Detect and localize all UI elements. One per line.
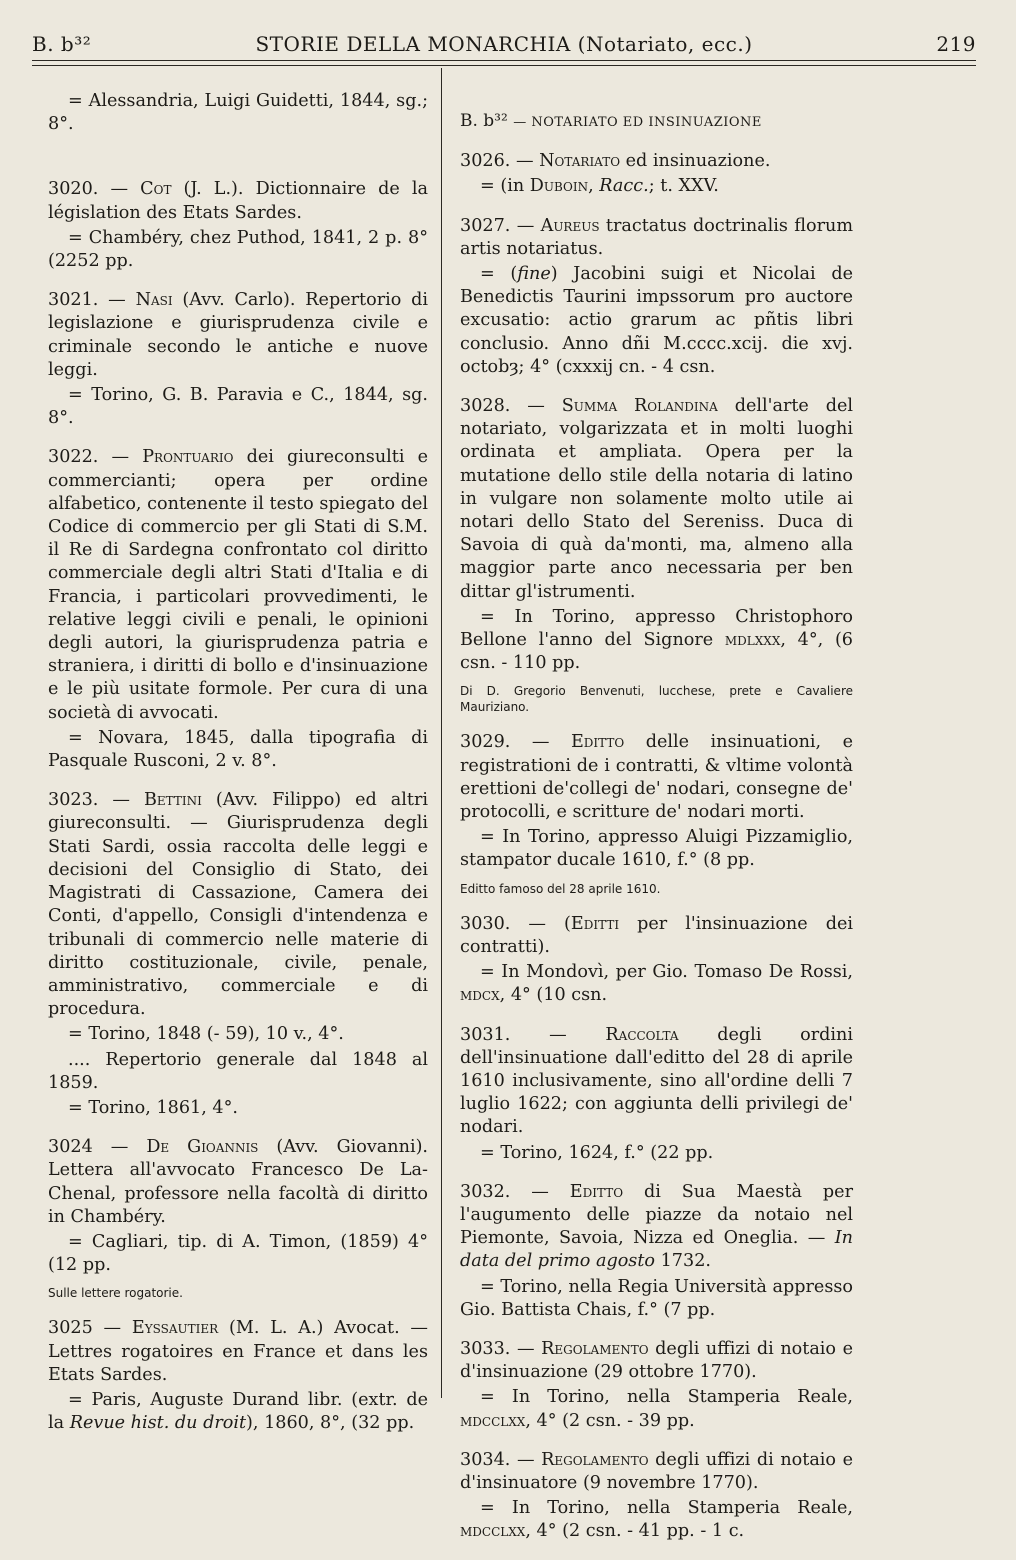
entry-imprint: = In Torino, nella Stamperia Reale, mdcclxx, 4° (2 csn. - 41 pp. - 1 c. [460,1498,853,1542]
entry-author: Bettini [143,790,202,811]
entry-imprint: = Torino, 1848 (- 59), 10 v., 4°. [68,1024,344,1045]
header-rule-thin [32,65,976,66]
entry-note: Editto famoso del 28 aprile 1610. [460,881,661,896]
entry-3024: 3024 — De Gioannis (Avv. Giovanni). Lettera all'avvocato Francesco De La-Chenal, professore nella facoltà di diritto in Chambéry. = Cagliari, tip. di A. Timon, (1859) 4° (12 pp. Sulle lettere rogatorie. [48,1137,429,1301]
entry-text: ed insinuazione. [625,151,771,172]
entry-number: 3023. [48,790,99,811]
entry-text: (Avv. Filippo) ed altri giureconsulti. — Giurisprudenza degli Stati Sardi, ossia raccolta delle leggi e decisioni del Consiglio di Stato, dei Magistrati di Cassazione, Camera dei Conti, d'appello, Consigli d'intendenza e tribunali di commercio nelle materie di diritto costituzionale, civile, penale, amministrativo, commerciale e di procedura. [48,790,429,1020]
entry-imprint: = (in Duboin, Racc.; t. XXV. [480,176,719,197]
entry-number: 3024 [48,1137,93,1158]
entry-imprint: = Torino, nella Regia Università appresso Gio. Battista Chais, f.° (7 pp. [460,1276,853,1320]
entry-text: dell'arte del notariato, volgarizzata et in molti luoghi ordinata et ampliata. Opera per la mutatione dello stile della notaria di latino in vulgare non solamente molto utile ai notari dello Stato del Sereniss. Duca di Savoia di quà da'monti, ma, almeno alla maggior parte anco necessaria per ben dittar gl'istrumenti. [460,396,854,602]
entry-text: degli uffizi di notaio e d'insinuatore (9 novembre 1770). [460,1449,854,1493]
signature-mark: B. b³² [32,32,92,56]
entry-text: (J. L.). Dictionnaire de la législation des Etats Sardes. [48,179,429,223]
entry-number: 3028. [460,396,511,417]
entry-imprint: = Paris, Auguste Durand libr. (extr. de la Revue hist. du droit), 1860, 8°, (32 pp. [48,1389,428,1434]
entry-number: 3029. [460,732,511,753]
entry-author: Notariato [539,151,621,172]
entry-author: Editti [570,913,620,934]
entry-3025: 3025 — Eyssautier (M. L. A.) Avocat. — Lettres rogatoires en France et dans les Etats Sardes. = Paris, Auguste Durand libr. (extr. de la Revue hist. du droit), 1860, 8°, (32 pp. [48,1317,428,1435]
entry-number: 3027. [460,215,511,236]
section-heading [460,110,853,134]
entry-author: De Gioannis [146,1137,259,1158]
left-column [48,88,428,1451]
entry-author: Regolamento [541,1449,649,1470]
entry-3028: 3028. — Summa Rolandina dell'arte del notariato, volgarizzata et in molti luoghi ordinata et ampliata. Opera per la mutatione dello stile della notaria di latino in vulgare non solamente molto utile ai notari dello Stato del Sereniss. Duca di Savoia di quà da'monti, ma, almeno alla maggior parte anco necessaria per ben dittar gl'istrumenti. = In Torino, appresso Christophoro Bellone l'anno del Signore mdlxxx, 4°, (6 csn. - 110 pp. Di D. Gregorio Benvenuti, lucchese, prete e Cavaliere Mauriziano. [460,396,854,715]
entry-author: Editto [569,1181,624,1202]
page-title: STORIE DELLA MONARCHIA (Notariato, ecc.) [255,32,753,56]
entry-imprint: = Alessandria, Luigi Guidetti, 1844, sg.; 8°. [48,91,428,135]
entry-number: 3021. [48,290,99,311]
entry-3029: 3029. — Editto delle insinuationi, e registrationi de i contratti, & vltime volontà erettioni de'collegi de' nodari, consegne de' protocolli, e scritture de' nodari morti. = In Torino, appresso Aluigi Pizzamiglio, stampator ducale 1610, f.° (8 pp. Editto famoso del 28 aprile 1610. [460,732,854,896]
header-rule [32,60,976,61]
entry-imprint: = Cagliari, tip. di A. Timon, (1859) 4° (12 pp. [48,1231,428,1276]
continuation-entry [48,90,428,136]
entry-3031: 3031. — Raccolta degli ordini dell'insinuatione dall'editto del 28 di aprile 1610 inclusivamente, sino all'ordine delli 7 luglio 1622; con aggiunta delli privilegi de' nodari. = Torino, 1624, f.° (22 pp. [460,1024,853,1165]
entry-3023: 3023. — Bettini (Avv. Filippo) ed altri giureconsulti. — Giurisprudenza degli Stati Sardi, ossia raccolta delle leggi e decisioni del Consiglio di Stato, dei Magistrati di Cassazione, Camera dei Conti, d'appello, Consigli d'intendenza e tribunali di commercio nelle materie di diritto costituzionale, civile, penale, amministrativo, commerciale e di procedura. = Torino, 1848 (- 59), 10 v., 4°. .... Repertorio generale dal 1848 al 1859. = Torino, 1861, 4°. [48,789,428,1120]
right-column [460,88,853,1560]
entry-imprint: = Torino, G. B. Paravia e C., 1844, sg. 8°. [48,385,428,429]
entry-text: delle insinuationi, e registrationi de i contratti, & vltime volontà erettioni de'collegi de' nodari, consegne de' protocolli, e scritture de' nodari morti. [460,732,854,823]
entry-imprint: = Torino, 1624, f.° (22 pp. [480,1142,714,1163]
entry-author: Regolamento [541,1338,649,1359]
entry-3030: 3030. — (Editti per l'insinuazione dei contratti). = In Mondovì, per Gio. Tomaso De Rossi, mdcx, 4° (10 csn. [460,913,853,1008]
entry-number: 3031. [460,1024,511,1045]
entry-note: Sulle lettere rogatorie. [48,1286,183,1301]
entry-author: Cot [140,179,172,200]
entry-sub-imprint: = Torino, 1861, 4°. [68,1097,238,1118]
entry-text: dei giureconsulti e commercianti; opera per ordine alfabetico, contenente il testo spiegato del Codice di commercio per gli Stati di S.M. il Re di Sardegna confrontato col diritto commerciale degli altri Stati d'Italia e di Francia, i particolari provvedimenti, le relative leggi civili e penali, le opinioni degli autori, la giurisprudenza patria e straniera, i diritti di bollo e d'insinuazione e le più usitate formole. Per cura di una società di avvocati. [48,447,429,723]
entry-number: 3032. [460,1181,511,1202]
entry-number: 3022. [48,447,99,468]
entry-imprint: = In Torino, appresso Aluigi Pizzamiglio, stampator ducale 1610, f.° (8 pp. [460,827,853,871]
entry-author: Nasi [135,290,173,311]
entry-author: Eyssautier [131,1318,219,1339]
entry-text: (M. L. A.) Avocat. — Lettres rogatoires en France et dans les Etats Sardes. [48,1318,429,1385]
entry-text: per l'insinuazione dei contratti). [460,913,853,957]
entry-3021: 3021. — Nasi (Avv. Carlo). Repertorio di legislazione e giurisprudenza civile e criminale secondo le antiche e nuove leggi. = Torino, G. B. Paravia e C., 1844, sg. 8°. [48,289,428,430]
entry-note: Di D. Gregorio Benvenuti, lucchese, prete e Cavaliere Mauriziano. [460,684,853,715]
entry-3027: 3027. — Aureus tractatus doctrinalis florum artis notariatus. = (fine) Jacobini suigi et Nicolai de Benedictis Taurini impssorum pro auctore excusatio: actio grarum ac pñtis libri conclusio. Anno dñi M.cccc.xcij. die xvj. octobȝ; 4° (cxxxij cn. - 4 csn. [460,215,853,379]
entry-number: 3034. [460,1449,511,1470]
entry-number: 3030. [460,913,511,934]
entry-3032: 3032. — Editto di Sua Maestà per l'augumento delle piazze da notaio nel Piemonte, Savoia, Nizza ed Oneglia. — In data del primo agosto 1732. = Torino, nella Regia Università appresso Gio. Battista Chais, f.° (7 pp. [460,1181,853,1322]
entry-3026: 3026. — Notariato ed insinuazione. = (in Duboin, Racc.; t. XXV. [460,150,853,198]
entry-text: tractatus doctrinalis florum artis notariatus. [460,215,854,259]
entry-3034: 3034. — Regolamento degli uffizi di notaio e d'insinuatore (9 novembre 1770). = In Torino, nella Stamperia Reale, mdcclxx, 4° (2 csn. - 41 pp. - 1 c. [460,1449,853,1544]
entry-imprint: = In Torino, nella Stamperia Reale, mdcclxx, 4° (2 csn. - 39 pp. [460,1387,853,1431]
entry-number: 3025 [48,1318,93,1339]
running-header [32,32,976,62]
entry-3022: 3022. — Prontuario dei giureconsulti e commercianti; opera per ordine alfabetico, contenente il testo spiegato del Codice di commercio per gli Stati di S.M. il Re di Sardegna confrontato col diritto commerciale degli altri Stati d'Italia e di Francia, i particolari provvedimenti, le relative leggi civili e penali, le opinioni degli autori, la giurisprudenza patria e straniera, i diritti di bollo e d'insinuazione e le più usitate formole. Per cura di una società di avvocati. = Novara, 1845, dalla tipografia di Pasquale Rusconi, 2 v. 8°. [48,446,428,773]
column-divider [441,68,442,1398]
page-number: 219 [936,32,976,56]
entry-text: degli ordini dell'insinuatione dall'editto del 28 di aprile 1610 inclusivamente, sino all'ordine delli 7 luglio 1622; con aggiunta delli privilegi de' nodari. [460,1024,854,1138]
entry-imprint: = In Torino, appresso Christophoro Bellone l'anno del Signore mdlxxx, 4°, (6 csn. - 110 pp. [460,606,853,674]
entry-sub-title: .... Repertorio generale dal 1848 al 1859. [48,1049,428,1093]
entry-number: 3026. [460,151,511,172]
entry-imprint: = In Mondovì, per Gio. Tomaso De Rossi, mdcx, 4° (10 csn. [460,962,853,1006]
entry-imprint: = Novara, 1845, dalla tipografia di Pasquale Rusconi, 2 v. 8°. [48,727,428,772]
entry-3020: 3020. — Cot (J. L.). Dictionnaire de la législation des Etats Sardes. = Chambéry, chez Puthod, 1841, 2 p. 8° (2252 pp. [48,178,428,273]
entry-3033: 3033. — Regolamento degli uffizi di notaio e d'insinuazione (29 ottobre 1770). = In Torino, nella Stamperia Reale, mdcclxx, 4° (2 csn. - 39 pp. [460,1338,853,1433]
entry-author: Aureus [540,215,600,236]
entry-author: Editto [570,732,625,753]
entry-number: 3020. [48,179,99,200]
section-title: — NOTARIATO ED INSINUAZIONE [513,115,762,130]
entry-imprint: = Chambéry, chez Puthod, 1841, 2 p. 8° (2252 pp. [48,227,428,272]
entry-text: (Avv. Giovanni). Lettera all'avvocato Francesco De La-Chenal, professore nella facoltà di diritto in Chambéry. [48,1137,429,1227]
entry-author: Prontuario [142,447,234,468]
entry-author: Raccolta [605,1024,679,1045]
section-signature: B. b³² [460,111,508,131]
entry-imprint: = (fine) Jacobini suigi et Nicolai de Benedictis Taurini impssorum pro auctore excusatio: actio grarum ac pñtis libri conclusio. Anno dñi M.cccc.xcij. die xvj. octobȝ; 4° (cxxxij cn. - 4 csn. [460,264,854,377]
entry-author: Summa Rolandina [561,396,718,417]
entry-text: degli uffizi di notaio e d'insinuazione (29 ottobre 1770). [460,1338,854,1383]
entry-text: (Avv. Carlo). Repertorio di legislazione e giurisprudenza civile e criminale secondo le antiche e nuove leggi. [48,290,429,380]
entry-text: di Sua Maestà per l'augumento delle piazze da notaio nel Piemonte, Savoia, Nizza ed Oneglia. — [460,1181,853,1249]
entry-number: 3033. [460,1338,511,1359]
